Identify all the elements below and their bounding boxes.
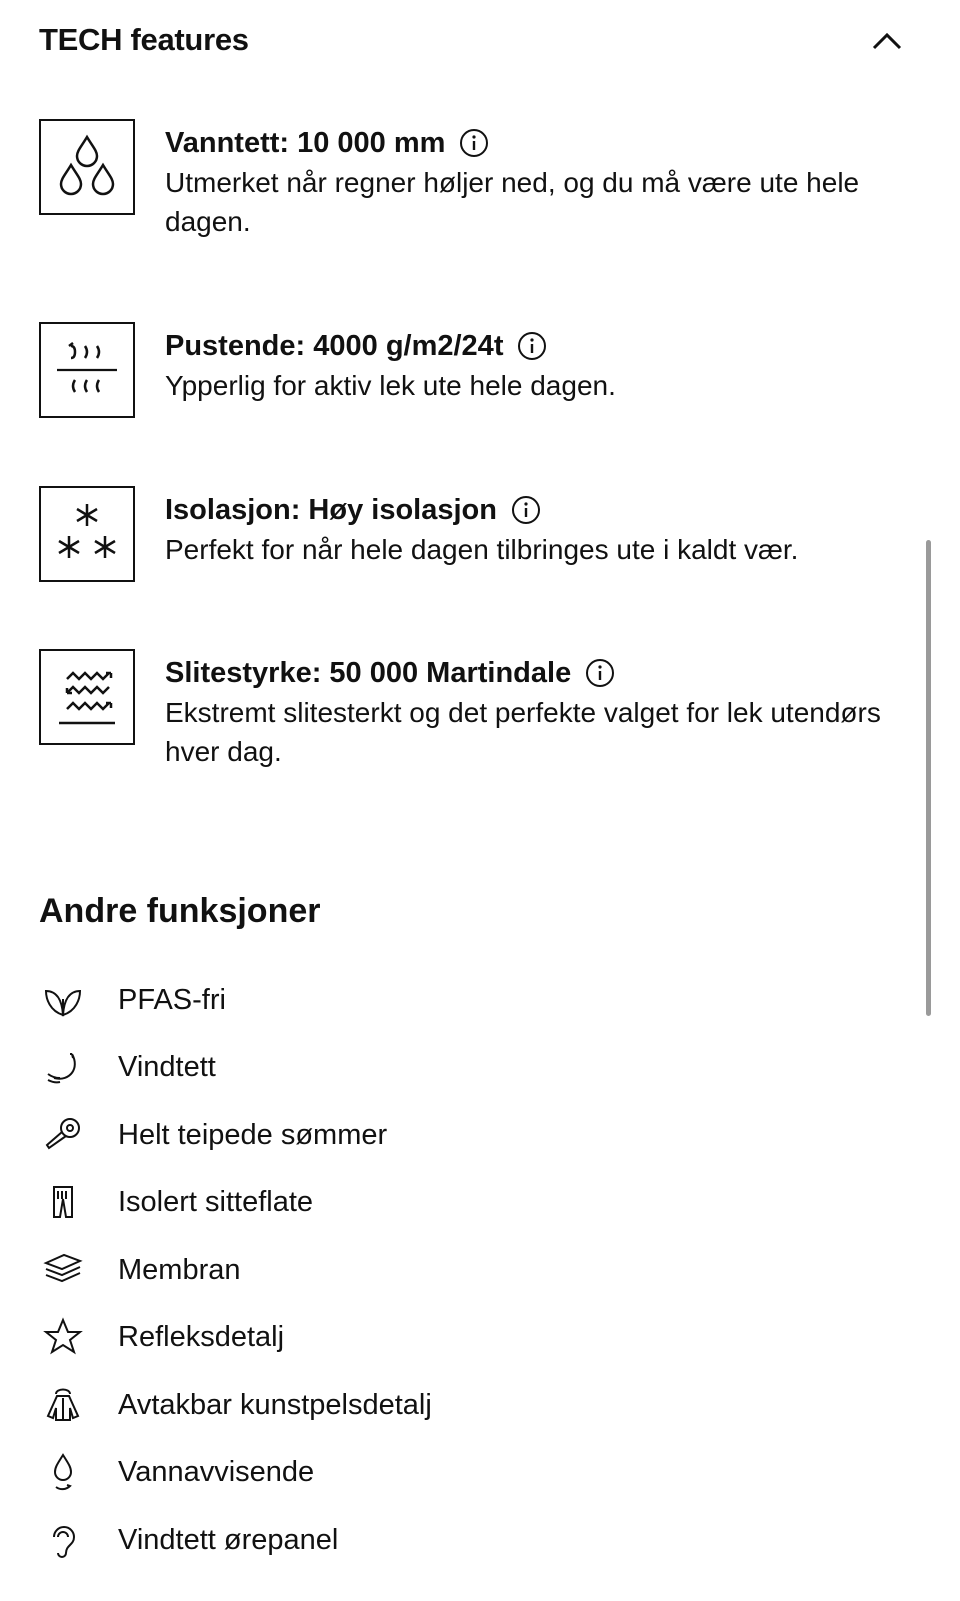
list-item: Membran — [40, 1245, 241, 1295]
water-drops-icon — [39, 119, 135, 215]
info-icon[interactable] — [459, 128, 489, 158]
ear-icon — [40, 1517, 86, 1563]
tape-icon — [40, 1112, 86, 1158]
feature-description: Perfekt for når hele dagen tilbringes ute i kaldt vær. — [165, 534, 799, 565]
info-icon[interactable] — [517, 331, 547, 361]
list-item: Vannavvisende — [40, 1447, 314, 1497]
list-item: Isolert sitteflate — [40, 1177, 313, 1227]
star-icon — [40, 1314, 86, 1360]
pants-icon — [40, 1179, 86, 1225]
wind-icon — [40, 1044, 86, 1090]
section-title: TECH features — [39, 22, 249, 57]
list-item: Vindtett ørepanel — [40, 1515, 338, 1565]
feature-description: Utmerket når regner høljer ned, og du må være ute hele dagen. — [165, 167, 860, 237]
list-item: PFAS-fri — [40, 975, 226, 1025]
chevron-up-icon[interactable] — [870, 26, 904, 56]
leaf-icon — [40, 977, 86, 1023]
feature-heading: Isolasjon: Høy isolasjon — [165, 494, 497, 526]
info-icon[interactable] — [511, 495, 541, 525]
list-item: Vindtett — [40, 1042, 216, 1092]
list-item: Refleksdetalj — [40, 1312, 284, 1362]
breathable-icon — [39, 322, 135, 418]
info-icon[interactable] — [585, 658, 615, 688]
list-item: Avtakbar kunstpelsdetalj — [40, 1380, 432, 1430]
feature-heading: Slitestyrke: 50 000 Martindale — [165, 657, 572, 689]
scrollbar[interactable] — [926, 540, 931, 1016]
snowflakes-icon — [39, 486, 135, 582]
feature-heading: Vanntett: 10 000 mm — [165, 127, 446, 159]
layers-icon — [40, 1247, 86, 1293]
list-item: Helt teipede sømmer — [40, 1110, 387, 1160]
feature-description: Ypperlig for aktiv lek ute hele dagen. — [165, 370, 616, 401]
abrasion-icon — [39, 649, 135, 745]
other-features-heading: Andre funksjoner — [39, 892, 321, 930]
feature-description: Ekstremt slitesterkt og det perfekte valget for lek utendørs hver dag. — [165, 697, 881, 767]
feature-heading: Pustende: 4000 g/m2/24t — [165, 330, 504, 362]
drop-repel-icon — [40, 1449, 86, 1495]
jacket-fur-icon — [40, 1382, 86, 1428]
